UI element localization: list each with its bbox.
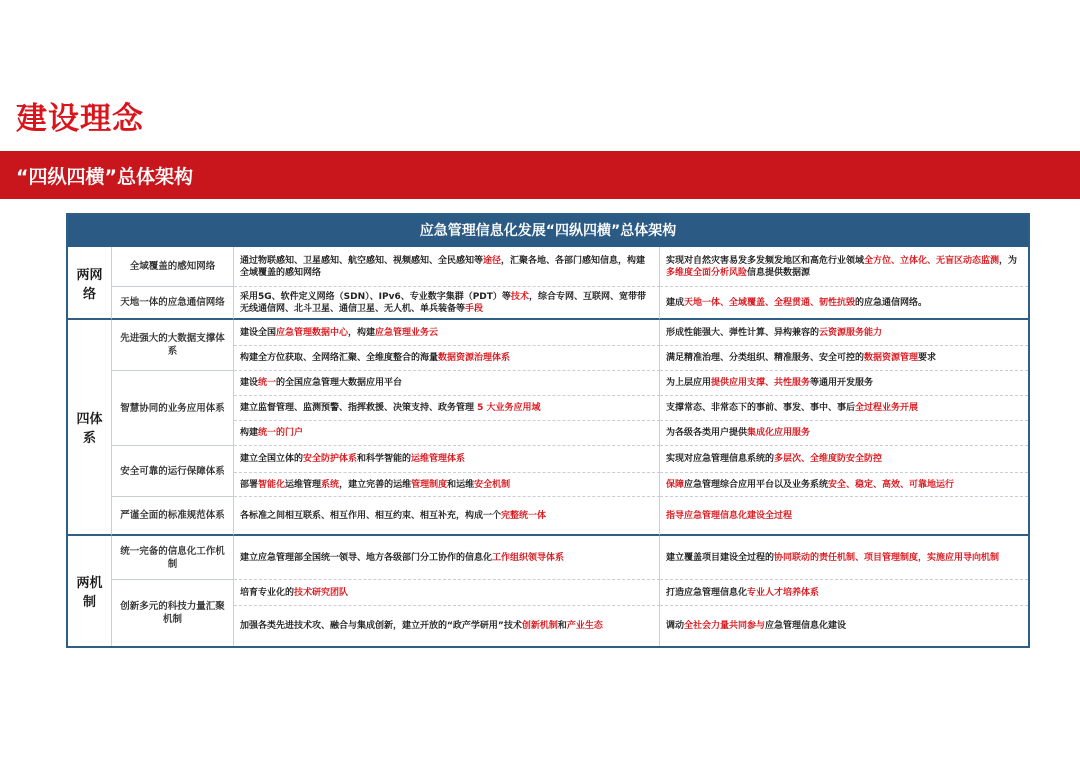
table-cell: 建立全国立体的安全防护体系和科学智能的运维管理体系 [234, 446, 660, 473]
table-cell: 建设统一的全国应急管理大数据应用平台 [234, 371, 660, 396]
subcategory-label: 安全可靠的运行保障体系 [112, 446, 234, 497]
table-cell: 通过物联感知、卫星感知、航空感知、视频感知、全民感知等途径，汇聚各地、各部门感知信息，构建全域覆盖的感知网络 [234, 247, 660, 287]
table-cell: 为各级各类用户提供集成化应用服务 [660, 421, 1028, 446]
table-cell: 建设全国应急管理数据中心，构建应急管理业务云 [234, 320, 660, 346]
table-cell: 构建统一的门户 [234, 421, 660, 446]
subcategory-label: 天地一体的应急通信网络 [112, 287, 234, 320]
subcategory-label: 创新多元的科技力量汇聚机制 [112, 580, 234, 646]
table-cell: 调动全社会力量共同参与应急管理信息化建设 [666, 621, 847, 631]
group-systems [68, 320, 1028, 536]
table-cell: 支撑常态、非常态下的事前、事发、事中、事后全过程业务开展 [660, 396, 1028, 421]
table-cell: 建立监督管理、监测预警、指挥救援、决策支持、政务管理 5 大业务应用域 [234, 396, 660, 421]
table-cell: 保障应急管理综合应用平台以及业务系统安全、稳定、高效、可靠地运行 [660, 473, 1028, 497]
table-cell: 建成天地一体、全域覆盖、全程贯通、韧性抗毁的应急通信网络。 [660, 287, 1028, 320]
table-cell: 指导应急管理信息化建设全过程 [660, 497, 1028, 536]
subcategory-label: 严谨全面的标准规范体系 [112, 497, 234, 536]
table-cell: 实现对应急管理信息系统的多层次、全维度防安全防控 [660, 446, 1028, 473]
page-title: 建设理念 [16, 101, 144, 137]
category-label: 四体系 [68, 320, 112, 536]
section-banner-title: “四纵四横”总体架构 [16, 166, 193, 188]
table-cell: 加强各类先进技术攻、融合与集成创新，建立开放的“政产学研用”技术创新机制和产业生态 [234, 606, 660, 646]
table-cell: 形成性能强大、弹性计算、异构兼容的云资源服务能力 [660, 320, 1028, 346]
table-cell: 为上层应用提供应用支撑、共性服务等通用开发服务 [660, 371, 1028, 396]
table-cell: 实现对自然灾害易发多发频发地区和高危行业领域全方位、立体化、无盲区动态监测，为多维度全面分析风险信息提供数据源 [660, 247, 1028, 287]
category-label: 两网络 [68, 247, 112, 320]
table-cell: 采用5G、软件定义网络（SDN）、IPv6、专业数字集群（PDT）等技术，综合专网、互联网、宽带带无线通信网、北斗卫星、通信卫星、无人机、单兵装备等手段 [234, 287, 660, 320]
group-mechanisms [68, 536, 1028, 646]
subcategory-label: 先进强大的大数据支撑体系 [112, 320, 234, 371]
table-cell: 各标准之间相互联系、相互作用、相互约束、相互补充，构成一个完整统一体 [234, 497, 660, 536]
category-label: 两机制 [68, 536, 112, 646]
table-cell: 部署智能化运维管理系统，建立完善的运维管理制度和运维安全机制 [234, 473, 660, 497]
table-header: 应急管理信息化发展“四纵四横”总体架构 [68, 215, 1028, 247]
section-banner [0, 151, 1080, 199]
architecture-table [66, 213, 1030, 648]
group-network [68, 247, 1028, 320]
table-cell: 培育专业化的技术研究团队 [234, 580, 660, 606]
table-cell: 打造应急管理信息化专业人才培养体系 [660, 580, 1028, 606]
table-cell: 构建全方位获取、全网络汇聚、全维度整合的海量数据资源治理体系 [234, 346, 660, 371]
table-cell: 建立应急管理部全国统一领导、地方各级部门分工协作的信息化工作组织领导体系 [234, 536, 660, 580]
table-cell: 建立覆盖项目建设全过程的协同联动的责任机制、项目管理制度，实施应用导向机制 [660, 536, 1028, 580]
subcategory-label: 智慧协同的业务应用体系 [112, 371, 234, 446]
subcategory-label: 全域覆盖的感知网络 [112, 247, 234, 287]
subcategory-label: 统一完备的信息化工作机制 [112, 536, 234, 580]
table-cell: 满足精准治理、分类组织、精准服务、安全可控的数据资源管理要求 [660, 346, 1028, 371]
